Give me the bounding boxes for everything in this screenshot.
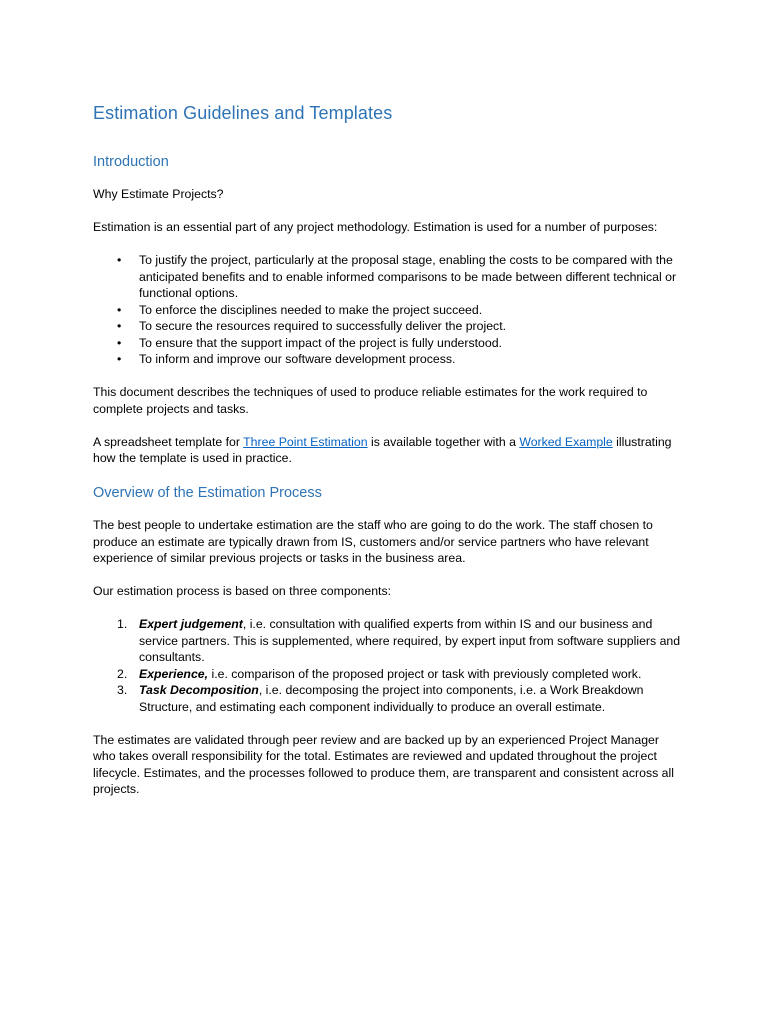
list-item: 2. Experience, i.e. comparison of the proposed project or task with previously completed work. (117, 666, 642, 681)
bullet-icon: • (117, 335, 122, 350)
list-number: 2. (117, 666, 128, 681)
list-item: • To secure the resources required to successfully deliver the project. (117, 319, 507, 333)
intro-question: Why Estimate Projects? (93, 187, 224, 201)
heading-introduction: Introduction (93, 154, 169, 170)
components-list (93, 616, 683, 715)
overview-para-1: The best people to undertake estimation are the staff who are going to do the work. The staff chosen to produce an estimate are typically drawn from IS, customers and/or service partners who have relevant experience of similar previous projects or tasks in the business area. (93, 518, 653, 565)
document-page (93, 100, 683, 814)
list-item: • To justify the project, particularly at the proposal stage, enabling the costs to be compared with the anticipated benefits and to enable informed comparisons to be made between different technical or functional options. (117, 253, 677, 300)
document-title: Estimation Guidelines and Templates (93, 103, 393, 123)
purpose-list (93, 252, 683, 368)
bullet-icon: • (117, 352, 122, 366)
list-number: 3. (117, 683, 128, 697)
three-point-estimation-link[interactable]: Three Point Estimation (243, 434, 368, 449)
bullet-icon: • (117, 319, 122, 333)
template-paragraph: A spreadsheet template for Three Point Estimation is available together with a Worked Example illustrating how the template is used in practice. (93, 434, 672, 465)
component-term: Experience, (139, 666, 209, 681)
list-number: 1. (117, 617, 128, 631)
list-item: 1. Expert judgement, i.e. consultation with qualified experts from within IS and our business and service partners. This is supplemented, where required, by expert input from software suppliers and consultants. (117, 617, 681, 664)
worked-example-link[interactable]: Worked Example (519, 434, 613, 449)
component-term: Expert judgement (139, 617, 243, 631)
component-term: Task Decomposition (139, 683, 259, 697)
list-item: • To enforce the disciplines needed to make the project succeed. (117, 302, 483, 317)
bullet-icon: • (117, 302, 122, 317)
intro-describes: This document describes the techniques of used to produce reliable estimates for the work required to complete projects and tasks. (93, 385, 648, 416)
overview-para-2: Our estimation process is based on three components: (93, 584, 392, 598)
list-item: • To inform and improve our software development process. (117, 352, 456, 366)
bullet-icon: • (117, 253, 122, 267)
list-item: 3. Task Decomposition, i.e. decomposing the project into components, i.e. a Work Breakdown Structure, and estimating each component individually to produce an overall estimate. (117, 683, 644, 714)
overview-para-3: The estimates are validated through peer review and are backed up by an experienced Project Manager who takes overall responsibility for the total. Estimates are reviewed and updated throughout the project lifecycle. Estimates, and the processes followed to produce them, are transparent and consistent across all projects. (93, 732, 674, 796)
heading-overview: Overview of the Estimation Process (93, 485, 322, 501)
intro-lead: Estimation is an essential part of any project methodology. Estimation is used for a number of purposes: (93, 220, 658, 234)
list-item: • To ensure that the support impact of the project is fully understood. (117, 335, 502, 350)
